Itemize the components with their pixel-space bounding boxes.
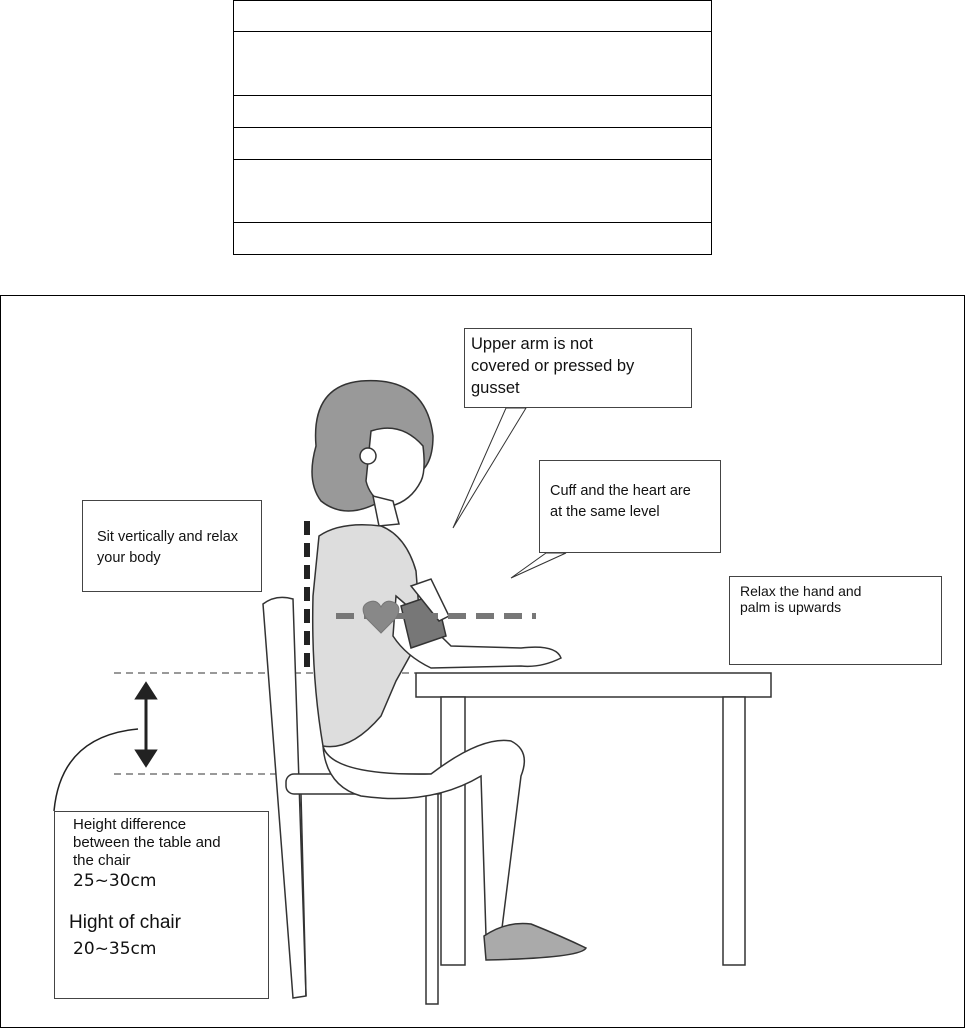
upper-arm-text: Upper arm is not covered or pressed by gusset — [471, 335, 635, 397]
upper-arm-callout — [464, 328, 692, 408]
cuff-heart-text: Cuff and the heart are at the same level — [550, 483, 691, 520]
table-row — [234, 1, 712, 32]
table-row — [234, 128, 712, 160]
height-callout — [54, 811, 269, 999]
sit-callout — [82, 500, 262, 592]
posture-figure — [0, 295, 965, 1028]
relax-hand-text: Relax the hand and palm is upwards — [740, 583, 862, 615]
table — [416, 673, 771, 965]
table-row — [234, 223, 712, 255]
chair-height-value: 20~35cm — [73, 939, 157, 959]
height-double-arrow — [137, 684, 155, 765]
chair-height-label: Hight of chair — [69, 912, 181, 933]
top-empty-table — [233, 0, 712, 255]
table-row — [234, 32, 712, 96]
height-diff-value: 25~30cm — [73, 871, 157, 891]
height-callout-arc — [54, 729, 138, 811]
table-row — [234, 160, 712, 223]
arm-callout-pointer — [453, 408, 526, 528]
height-diff-label: Height difference between the table and the chair — [73, 816, 221, 869]
sit-text: Sit vertically and relax your body — [97, 529, 239, 566]
table-row — [234, 96, 712, 128]
relax-hand-callout — [729, 576, 942, 665]
cuff-heart-callout — [539, 460, 721, 553]
cuff-callout-pointer — [511, 553, 566, 578]
